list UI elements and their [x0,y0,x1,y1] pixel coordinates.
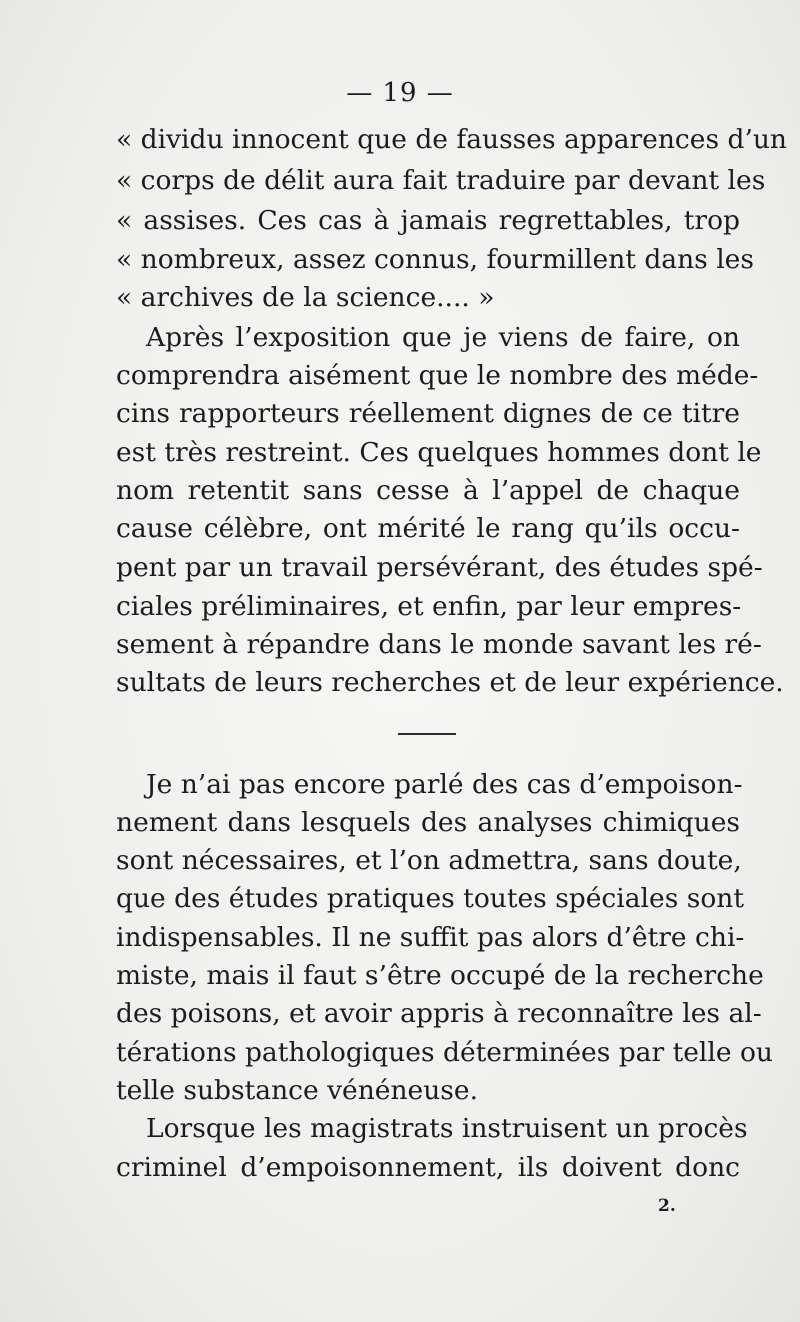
text-line: « archives de la science.... » [116,282,495,313]
signature-mark: 2. [658,1196,676,1216]
text-line: « corps de délit aura fait traduire par devant les [116,165,766,196]
text-line: pent par un travail persévérant, des études spé- [116,552,763,583]
text-line: Je n’ai pas encore parlé des cas d’empoison- [146,769,743,800]
text-line: telle substance vénéneuse. [116,1075,479,1106]
text-line: indispensables. Il ne suffit pas alors d’être chi- [116,922,745,953]
text-line: sont nécessaires, et l’on admettra, sans doute, [116,845,742,876]
text-line: que des études pratiques toutes spéciales sont [116,883,745,914]
text-line: sultats de leurs recherches et de leur expérience. [116,667,784,698]
page-number-header: — 19 — [346,78,454,108]
text-line: « nombreux, assez connus, fourmillent dans les [116,244,754,275]
text-line: Après l’exposition que je viens de faire, on [146,322,740,353]
text-line: criminel d’empoisonnement, ils doivent donc [116,1152,740,1183]
section-divider [398,733,456,735]
text-line: est très restreint. Ces quelques hommes dont le [116,437,762,468]
text-line: nement dans lesquels des analyses chimiques [116,807,740,838]
text-line: « dividu innocent que de fausses apparences d’un [116,124,788,155]
text-line: sement à répandre dans le monde savant les ré- [116,629,762,660]
text-line: miste, mais il faut s’être occupé de la recherche [116,960,764,991]
text-line: térations pathologiques déterminées par telle ou [116,1037,773,1068]
text-line: « assises. Ces cas à jamais regrettables, trop [116,205,740,236]
text-line: cins rapporteurs réellement dignes de ce titre [116,398,740,429]
text-line: des poisons, et avoir appris à reconnaître les al- [116,998,762,1029]
text-line: cause célèbre, ont mérité le rang qu’ils occu- [116,513,740,544]
text-line: Lorsque les magistrats instruisent un procès [146,1113,748,1144]
text-line: nom retentit sans cesse à l’appel de chaque [116,475,740,506]
text-line: comprendra aisément que le nombre des méde- [116,360,759,391]
text-line: ciales préliminaires, et enfin, par leur empres- [116,591,742,622]
